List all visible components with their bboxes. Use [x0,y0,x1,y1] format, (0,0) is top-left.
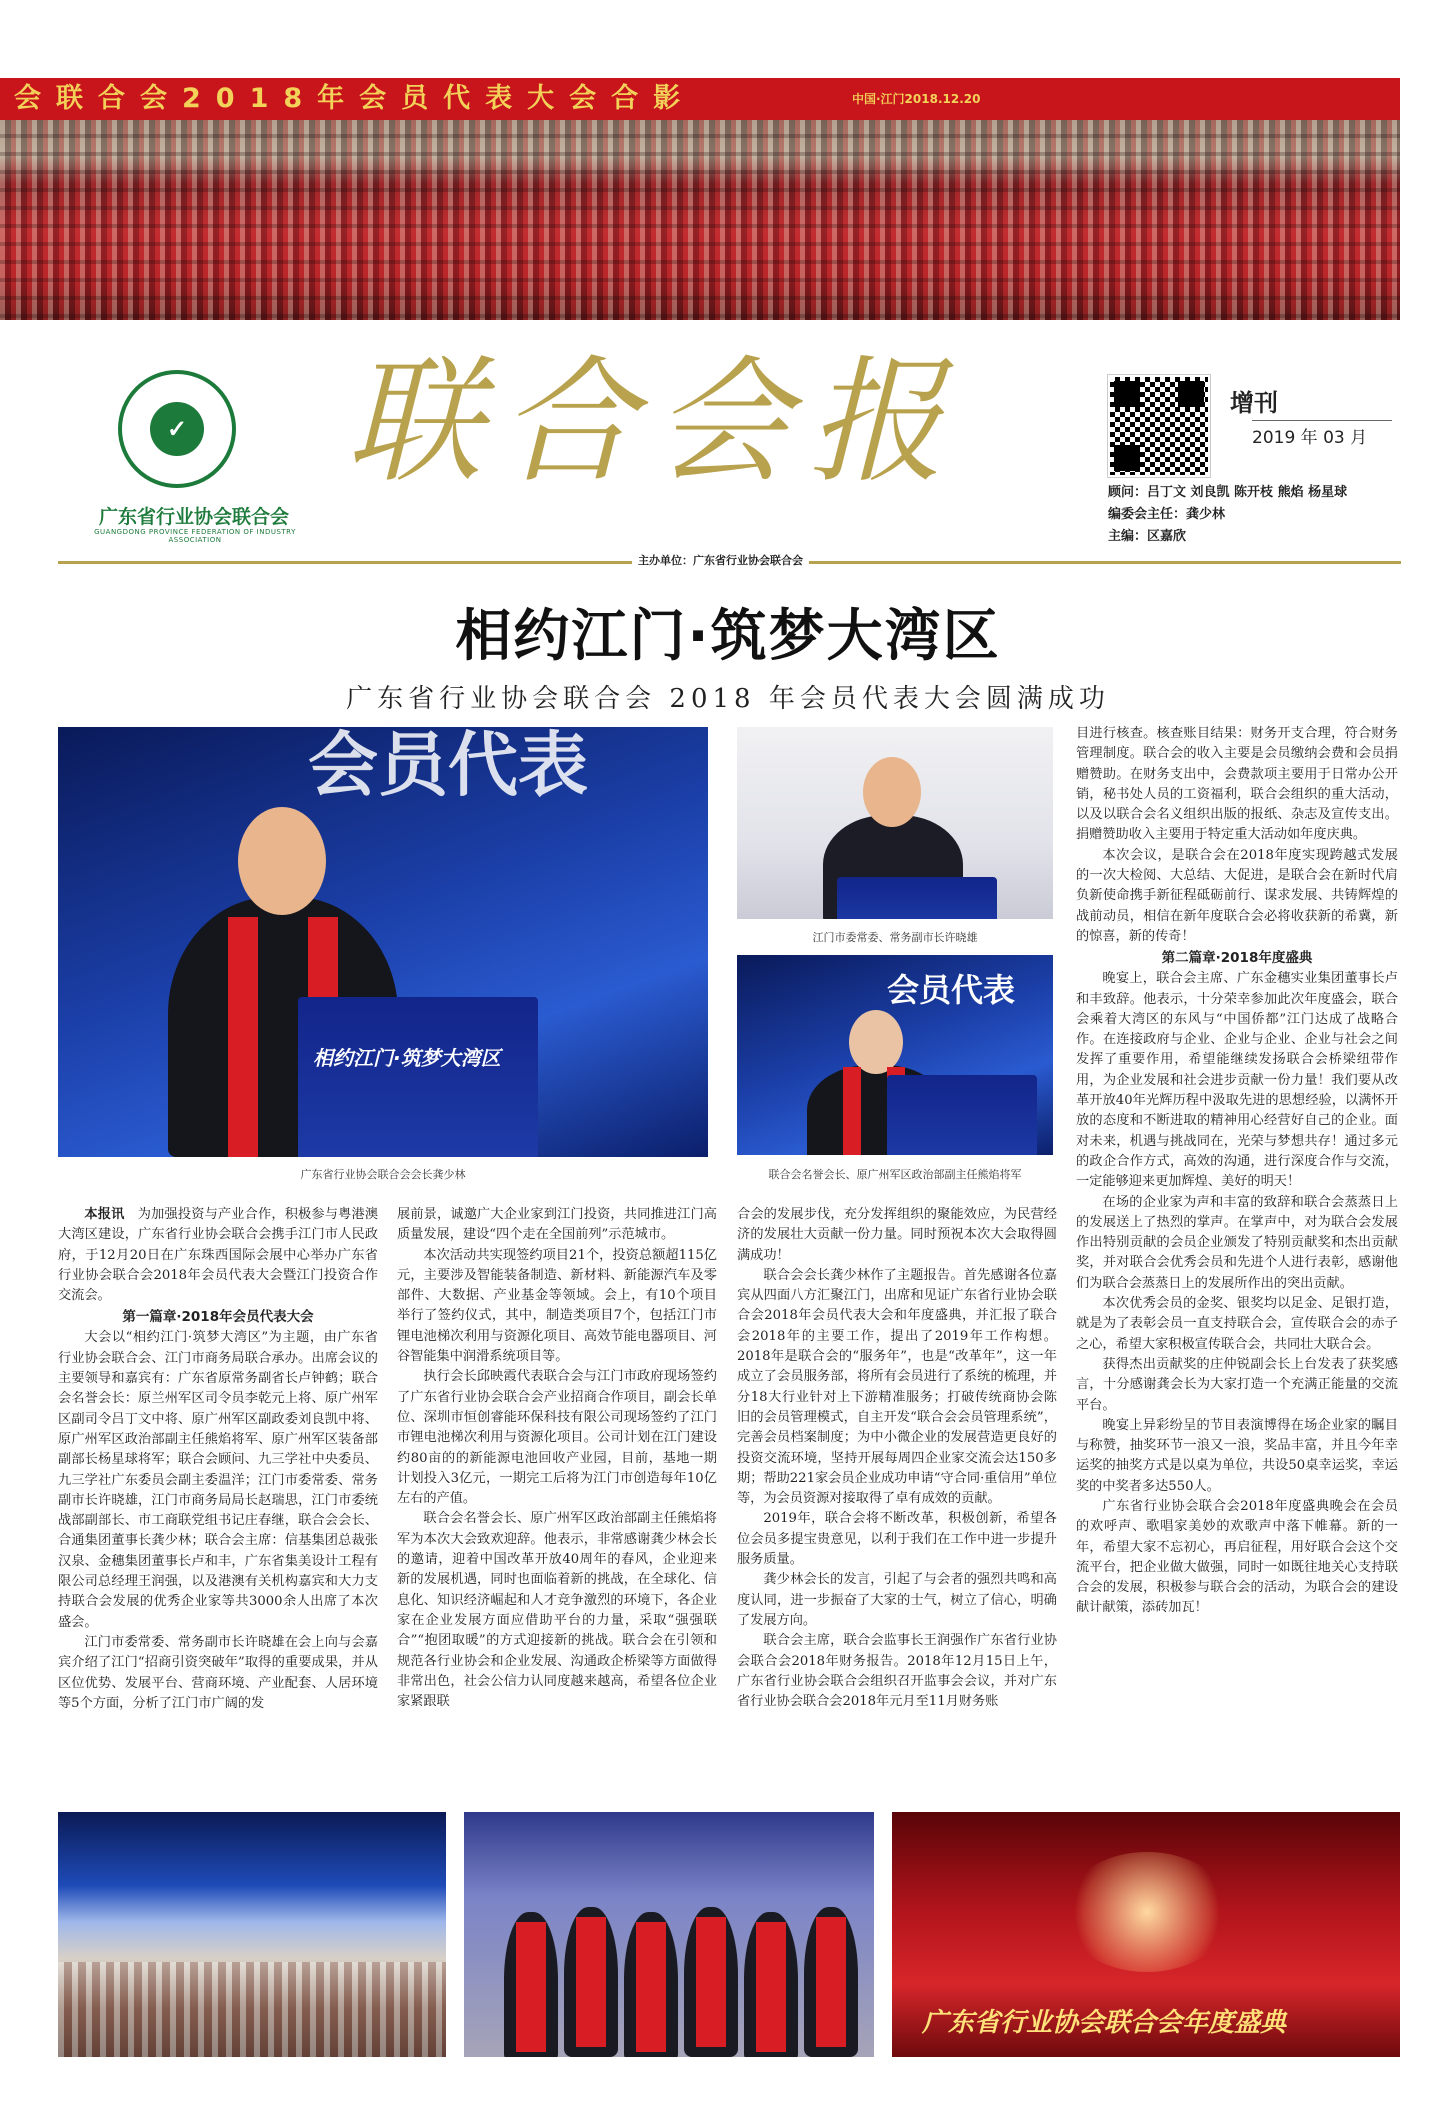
article-paragraph: 晚宴上，联合会主席、广东金穗实业集团董事长卢和丰致辞。他表示，十分荣幸参加此次年度盛会，联合会乘着大湾区的东风与“中国侨都”江门达成了战略合作。在连接政府与企业、企业与企业、企业与社会之间发挥了重要作用，希望能继续发扬联合会桥梁纽带作用，为企业发展和社会进步贡献一份力量！我们要从改革开放40年光辉历程中汲取先进的思想经验，以满怀开放的态度和不断进取的精神用心经营好自己的企业。面对未来，机遇与挑战同在，光荣与梦想共存！通过多元的政企合作方式，高效的沟通，进行深度合作与交流，一定能够迎来更加辉煌、美好的明天！ [1076,971,1398,1190]
main-speaker-photo [58,727,708,1157]
article-paragraph: 本次会议，是联合会在2018年度实现跨越式发展的一次大检阅、大总结、大促进，是联合会在新时代肩负新使命携手新征程砥砺前行、谋求发展、共铸辉煌的战前动员，相信在新年度联合会必将收获新的希冀，新的惊喜，新的传奇！ [1076,847,1398,944]
section-heading-2: 第二篇章·2018年度盛典 [1161,950,1313,967]
main-photo-caption: 广东省行业协会联合会会长龚少林 [300,1168,466,1181]
qr-code-icon [1108,375,1210,477]
article-paragraph: 本次优秀会员的金奖、银奖均以足金、足银打造，就是为了表彰会员一直支持联合会，宣传联合会的赤子之心，希望大家积极宣传联合会，共同壮大联合会。 [1076,1296,1398,1352]
article-paragraph: 大会以“相约江门·筑梦大湾区”为主题，由广东省行业协会联合会、江门市商务局联合承办。出席会议的主要领导和嘉宾有：广东省原常务副省长卢钟鹤；联合会名誉会长：原兰州军区司令员李乾元上将、原广州军区副司令吕丁文中将、原广州军区副政委刘良凯中将、原广州军区政治部副主任熊焰将军、原广州军区装备部副部长杨星球将军；联合会顾问、九三学社中央委员、九三学社广东委员会副主委温洋；江门市委常委、常务副市长许晓雄，江门市商务局局长赵瑞思，江门市委统战部副部长、市工商联党组书记庄春继，联合会会长、合通集团董事长龚少林；联合会主席：信基集团总裁张汉泉、金穗集团董事长卢和丰，广东省集美设计工程有限公司总经理王润强，以及港澳有关机构嘉宾和大力支持联合会发展的优秀企业家等共3000余人出席了本次盛会。 [58,1330,378,1630]
article-paragraph: 2019年，联合会将不断改革，积极创新，希望各位会员多提宝贵意见，以利于我们在工作中进一步提升服务质量。 [737,1511,1057,1568]
banquet-hall-photo [58,1812,446,2057]
subheadline: 广东省行业协会联合会 2018 年会员代表大会圆满成功 [346,684,1110,714]
article-column-1 [58,1205,378,1714]
article-column-3 [737,1205,1057,1712]
podium-slogan: 相约江门·筑梦大湾区 [313,1046,501,1070]
editorial-board-chair: 编委会主任：龚少林 [1108,507,1226,522]
article-paragraph: 目进行核查。核查账目结果：财务开支合理，符合财务管理制度。联合会的收入主要是会员缴纳会费和会员捐赠赞助。在财务支出中，会费款项主要用于日常办公开销，秘书处人员的工资福利，联合会组织的重大活动，以及以联合会名义组织出版的报纸、杂志及宣传支出。捐赠赞助收入主要用于特定重大活动如年度庆典。 [1076,726,1398,843]
general-xiong-caption: 联合会名誉会长、原广州军区政治部副主任熊焰将军 [768,1168,1022,1181]
vice-mayor-caption: 江门市委常委、常务副市长许晓雄 [812,931,978,944]
gala-stage-photo [892,1812,1400,2057]
article-paragraph: 广东省行业协会联合会2018年度盛典晚会在会员的欢呼声、歌唱家美妙的欢歌声中落下帷幕。新的一年，希望大家不忘初心，再启征程，用好联合会这个交流平台，把企业做大做强，同时一如既往地关心支持联合会的发展，积极参与联合会的活动，为联合会的建设献计献策，添砖加瓦！ [1076,1498,1398,1616]
general-xiong-photo [737,955,1053,1155]
article-paragraph: 展前景，诚邀广大企业家到江门投资，共同推进江门高质量发展，建设“四个走在全国前列”示范城市。 [397,1207,717,1243]
article-paragraph: 获得杰出贡献奖的庄仲锐副会长上台发表了获奖感言，十分感谢龚会长为大家打造一个充满正能量的交流平台。 [1076,1356,1398,1413]
article-paragraph: 龚少林会长的发言，引起了与会者的强烈共鸣和高度认同，进一步振奋了大家的士气，树立了信心，明确了发展方向。 [737,1572,1057,1628]
banner-place-date: 中国·江门2018.12.20 [852,92,981,106]
group-photo [0,120,1400,320]
article-paragraph: 本次活动共实现签约项目21个，投资总额超115亿元，主要涉及智能装备制造、新材料、新能源汽车及零部件、大数据、产业基金等领域。会上，有10个项目举行了签约仪式，其中，制造类项目7个，包括江门市锂电池梯次利用与资源化项目、高效节能电器项目、河谷智能集中润滑系统项目等。 [397,1247,717,1365]
vice-mayor-photo [737,727,1053,919]
article-column-2 [397,1205,717,1712]
group-photo-banner [0,78,1400,120]
article-lead: 本报讯 [84,1207,125,1222]
article-paragraph: 联合会会长龚少林作了主题报告。首先感谢各位嘉宾从四面八方汇聚江门，出席和见证广东省行业协会联合会2018年会员代表大会和年度盛典，并汇报了联合会2018年的主要工作，提出了2019年工作构想。2018年是联合会的“服务年”，也是“改革年”，这一年成立了会员服务部，将所有会员进行了系统的梳理，并分18大行业针对上下游精准服务；打破传统商协会陈旧的会员管理模式，自主开发“联合会会员管理系统”，完善会员档案制度；为中小微企业的发展营造更良好的投资交流环境，坚持开展每周四企业家交流会达150多期；帮助221家会员企业成功申请“守合同·重信用”单位等，为会员资源对接取得了卓有成效的贡献。 [737,1267,1057,1507]
org-name: 广东省行业协会联合会 [98,506,289,528]
speaker-head [238,807,326,915]
banner-title: 会联合会2018年会员代表大会合影 [14,83,696,114]
article-column-4 [1076,724,1398,1619]
main-photo-backdrop-text: 会员代表 [308,727,588,806]
article-paragraph: 联合会名誉会长、原广州军区政治部副主任熊焰将军为本次大会致欢迎辞。他表示，非常感谢龚少林会长的邀请，迎着中国改革开放40周年的春风，企业迎来新的发展机遇，同时也面临着新的挑战，在全球化、信息化、知识经济崛起和人才竞争激烈的环境下，各企业家在企业发展方面应借助平台的力量，采取“强强联合”“抱团取暖”的方式迎接新的挑战。联合会在引领和规范各行业协会和企业发展、沟通政企桥梁等方面做得非常出色，社会公信力认同度越来越高，希望各位企业家紧跟联 [397,1511,717,1710]
newspaper-title: 联合会报 [346,344,962,502]
sponsor: 主办单位：广东省行业协会联合会 [632,552,809,568]
article-paragraph: 在场的企业家为声和丰富的致辞和联合会蒸蒸日上的发展送上了热烈的掌声。在掌声中，对为联合会发展作出特别贡献的会员企业颁发了特别贡献奖和杰出贡献奖，并对联合会优秀会员和先进个人进行表彰，感谢他们为联合会蒸蒸日上的发展所作出的突出贡献。 [1076,1194,1398,1291]
section-heading-1: 第一篇章·2018年会员代表大会 [122,1309,314,1326]
logo-check-icon: ✓ [166,414,188,443]
podium [298,997,538,1157]
issue-date: 2019 年 03 月 [1252,420,1392,448]
article-paragraph: 为加强投资与产业合作，积极参与粤港澳大湾区建设，广东省行业协会联合会携手江门市人民政府，于12月20日在广东珠西国际会展中心举办广东省行业协会联合会2018年会员代表大会暨江门投资合作交流会。 [58,1207,379,1304]
toast-group-photo [464,1812,874,2057]
gala-banner-text: 广东省行业协会联合会年度盛典 [922,2008,1287,2038]
org-name-english: GUANGDONG PROVINCE FEDERATION OF INDUSTRY ASSOCIATION [94,528,296,544]
article-paragraph: 晚宴上异彩纷呈的节目表演博得在场企业家的瞩目与称赞，抽奖环节一浪又一浪，奖品丰富，并且今年幸运奖的抽奖方式是以桌为单位，共设50桌幸运奖，幸运奖的中奖者多达550人。 [1076,1417,1398,1494]
issue-label: 增刊 [1230,389,1278,417]
article-paragraph: 执行会长邱映霞代表联合会与江门市政府现场签约了广东省行业协会联合会产业招商合作项目，副会长单位、深圳市恒创睿能环保科技有限公司现场签约了江门市锂电池梯次利用与资源化项目。公司计划在江门建设约80亩的的新能源电池回收产业园，目前，基地一期计划投入3亿元，一期完工后将为江门市创造每年10亿左右的产值。 [397,1369,717,1507]
article-paragraph: 江门市委常委、常务副市长许晓雄在会上向与会嘉宾介绍了江门“招商引资突破年”取得的重要成果，并从区位优势、发展平台、营商环境、产业配套、人居环境等5个方面，分析了江门市广阔的发 [58,1634,378,1711]
article-paragraph: 合会的发展步伐，充分发挥组织的聚能效应，为民营经济的发展壮大贡献一份力量。同时预祝本次大会取得圆满成功！ [737,1207,1057,1263]
article-paragraph: 联合会主席，联合会监事长王润强作广东省行业协会联合会2018年财务报告。2018年12月15日上午，广东省行业协会联合会组织召开监事会会议，并对广东省行业协会联合会2018年元月至11月财务账 [737,1633,1057,1710]
general-photo-backdrop-text: 会员代表 [887,971,1016,1009]
advisors: 顾问：吕丁文 刘良凯 陈开枝 熊焰 杨星球 [1108,485,1348,500]
chief-editor: 主编：区嘉欣 [1108,529,1187,544]
headline: 相约江门·筑梦大湾区 [455,604,1001,669]
